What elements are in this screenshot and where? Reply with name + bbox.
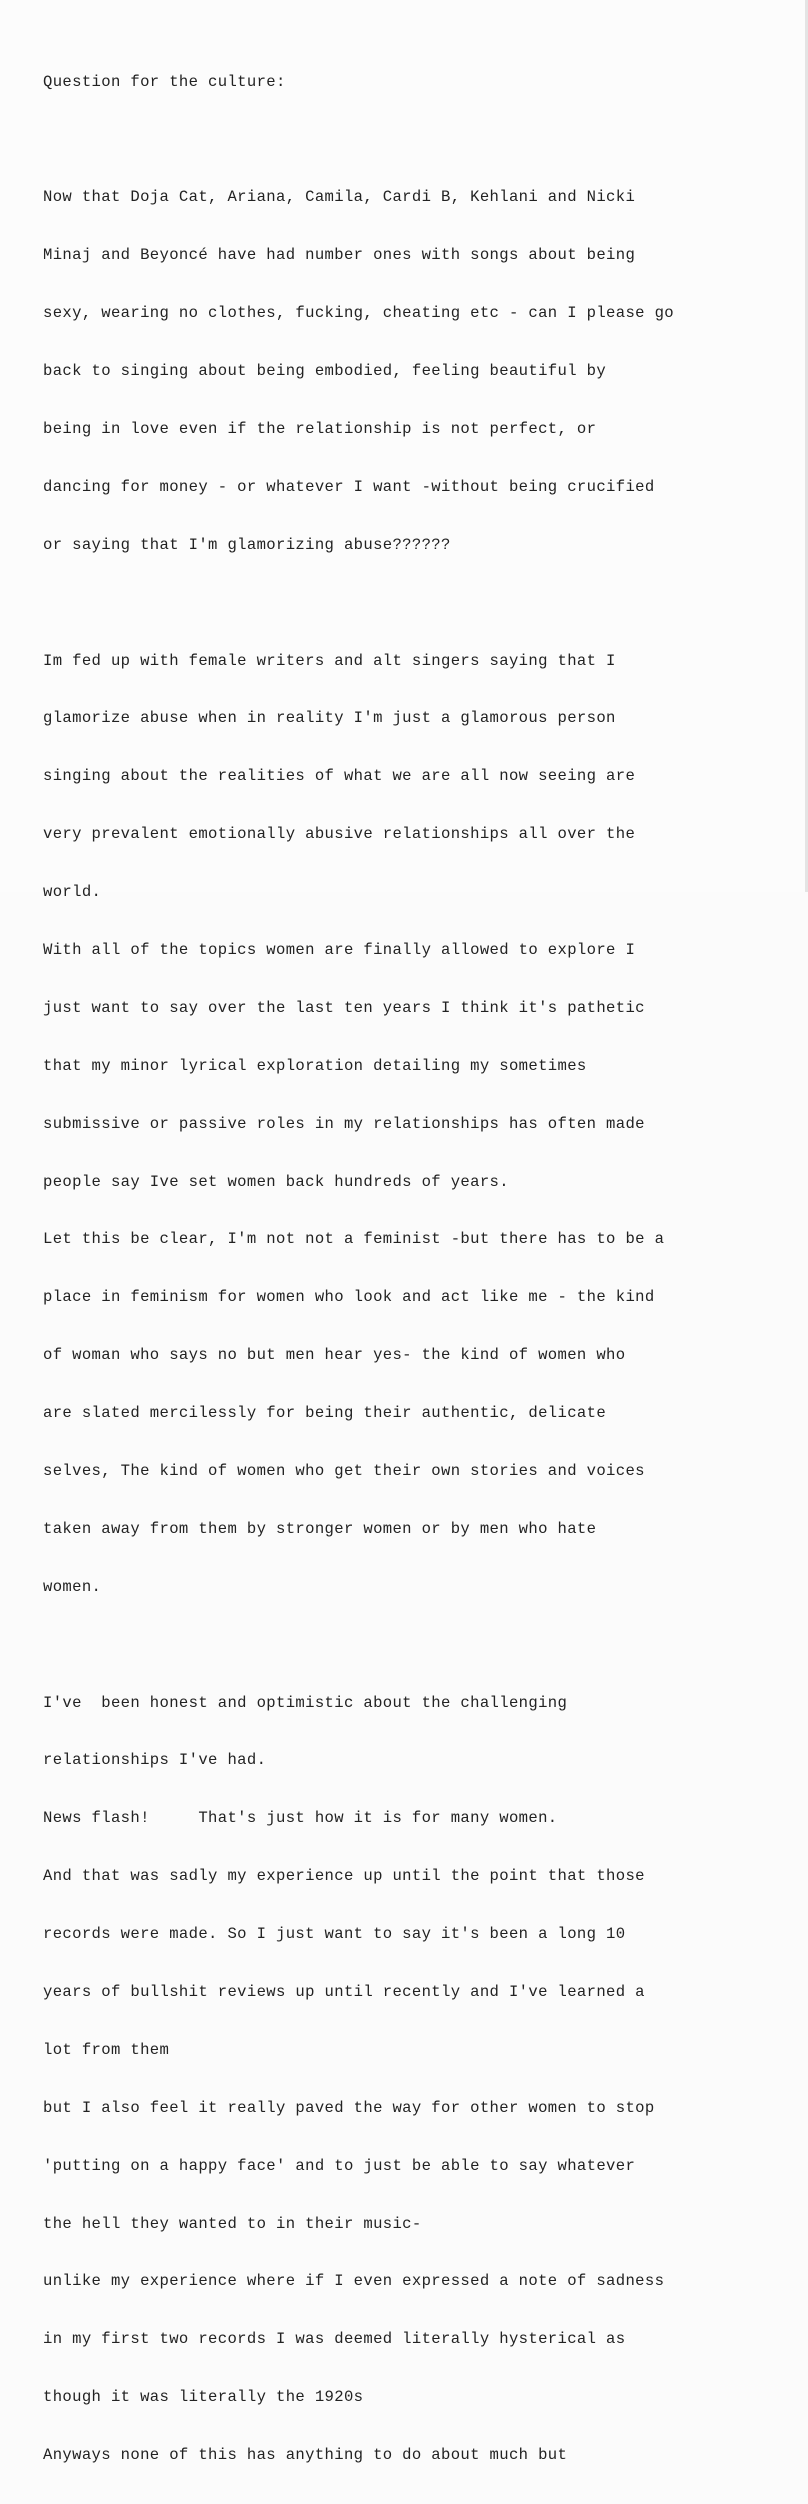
text-line: submissive or passive roles in my relationships has often made [43, 1114, 645, 1133]
text-line: I've been honest and optimistic about the challenging [43, 1693, 568, 1712]
text-line: of woman who says no but men hear yes- the kind of women who [43, 1346, 626, 1365]
text-line: singing about the realities of what we are all now seeing are [43, 767, 636, 786]
text-line: And that was sadly my experience up until the point that those [43, 1867, 645, 1886]
text-line: glamorize abuse when in reality I'm just a glamorous person [43, 709, 616, 728]
text-line: people say Ive set women back hundreds of years. [43, 1172, 509, 1191]
text-line: records were made. So I just want to say it's been a long 10 [43, 1925, 626, 1944]
text-line: years of bullshit reviews up until recently and I've learned a [43, 1982, 645, 2001]
text-line: Minaj and Beyoncé have had number ones with songs about being [43, 246, 636, 265]
text-line: just want to say over the last ten years I think it's pathetic [43, 998, 645, 1017]
paragraph-gap [43, 130, 803, 149]
text-line: With all of the topics women are finally allowed to explore I [43, 940, 636, 959]
text-line: selves, The kind of women who get their own stories and voices [43, 1461, 645, 1480]
text-line: unlike my experience where if I even expressed a note of sadness [43, 2272, 665, 2291]
text-line: in my first two records I was deemed literally hysterical as [43, 2330, 626, 2349]
text-line: sexy, wearing no clothes, fucking, cheating etc - can I please go [43, 304, 675, 323]
text-line: dancing for money - or whatever I want -without being crucified [43, 477, 655, 496]
text-line: are slated mercilessly for being their authentic, delicate [43, 1404, 607, 1423]
paragraph-gap [43, 594, 803, 613]
text-line: being in love even if the relationship is not perfect, or [43, 419, 597, 438]
text-line: 'putting on a happy face' and to just be able to say whatever [43, 2156, 636, 2175]
text-line: place in feminism for women who look and act like me - the kind [43, 1288, 655, 1307]
document-text [43, 34, 803, 2504]
text-line: very prevalent emotionally abusive relationships all over the [43, 825, 636, 844]
text-line: lot from them [43, 2040, 170, 2059]
text-line: News flash! That's just how it is for many women. [43, 1809, 558, 1828]
text-line: that my minor lyrical exploration detailing my sometimes [43, 1056, 587, 1075]
text-line: taken away from them by stronger women or by men who hate [43, 1519, 597, 1538]
text-line: Now that Doja Cat, Ariana, Camila, Cardi B, Kehlani and Nicki [43, 188, 636, 207]
text-line: women. [43, 1577, 102, 1596]
text-line: Anyways none of this has anything to do about much but [43, 2446, 568, 2465]
text-line: back to singing about being embodied, feeling beautiful by [43, 362, 607, 381]
text-line: but I also feel it really paved the way for other women to stop [43, 2098, 655, 2117]
text-line: relationships I've had. [43, 1751, 267, 1770]
text-line: world. [43, 883, 102, 902]
text-line: Let this be clear, I'm not not a feminist -but there has to be a [43, 1230, 665, 1249]
text-line: Question for the culture: [43, 72, 286, 91]
text-line: though it was literally the 1920s [43, 2388, 364, 2407]
text-line: or saying that I'm glamorizing abuse?????? [43, 535, 451, 554]
text-line: Im fed up with female writers and alt singers saying that I [43, 651, 616, 670]
paragraph-gap [43, 1636, 803, 1655]
text-line: the hell they wanted to in their music- [43, 2214, 422, 2233]
